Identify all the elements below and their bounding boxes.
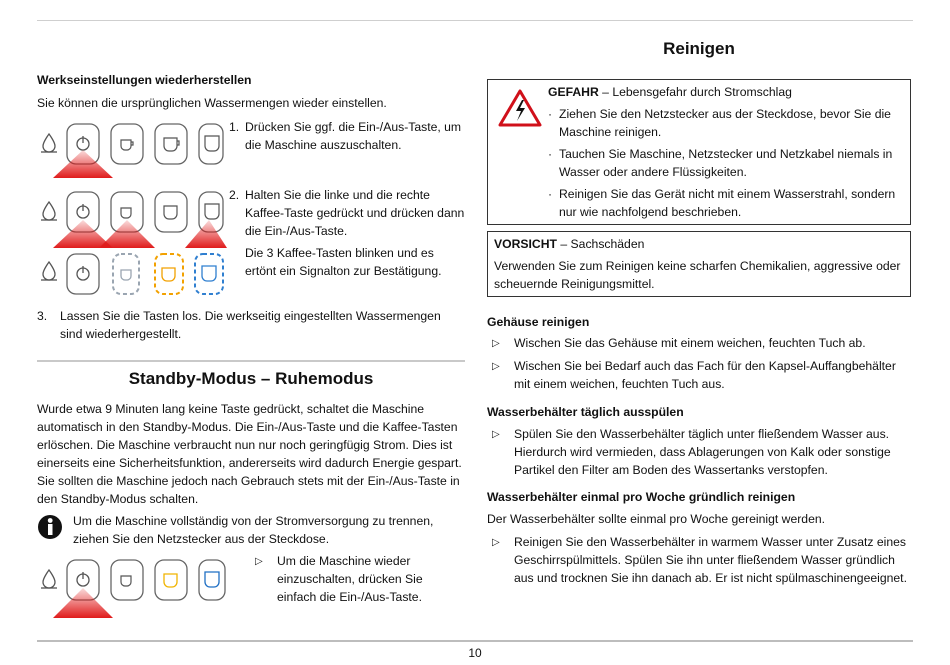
section-divider	[37, 360, 465, 362]
step-3: 3. Lassen Sie die Tasten los. Die werkseitig eingestellten Wassermengen sind wiederhergestellt.	[37, 309, 441, 341]
press-arrow-icon	[99, 220, 155, 248]
weekly-intro: Der Wasserbehälter sollte einmal pro Woche gereinigt werden.	[487, 512, 826, 526]
danger-item: · Ziehen Sie den Netzstecker aus der Steckdose, bevor Sie die Maschine reinigen.	[548, 107, 891, 139]
info-icon	[37, 514, 63, 540]
press-arrow-icon	[53, 588, 113, 618]
cup-small-icon	[121, 208, 131, 218]
cup-large-icon	[205, 136, 219, 151]
danger-box	[487, 79, 911, 225]
danger-title: GEFAHR – Lebensgefahr durch Stromschlag	[548, 85, 792, 99]
info-text: Um die Maschine vollständig von der Stromversorgung zu trennen, ziehen Sie den Netzstecker aus der Steckdose.	[73, 514, 434, 546]
step-2-note: Die 3 Kaffee-Tasten blinken und es ertönt ein Signalton zur Bestätigung.	[245, 246, 442, 278]
caution-box	[487, 231, 911, 297]
daily-heading: Wasserbehälter täglich ausspülen	[487, 405, 684, 419]
cup-medium-icon	[164, 574, 177, 587]
blink-blue	[195, 254, 223, 294]
housing-item: ▷ Wischen Sie bei Bedarf auch das Fach für den Kapsel-Auffangbehälter mit einem weichen, feuchten Tuch aus.	[492, 359, 896, 391]
cup-medium-icon	[162, 268, 175, 281]
caution-title: VORSICHT – Sachschäden	[494, 237, 645, 251]
cup-large-icon	[205, 572, 219, 587]
daily-item: ▷ Spülen Sie den Wasserbehälter täglich unter fließendem Wasser aus. Hierdurch wird vermieden, dass Ablagerungen von Kalk oder sonstige Partikel den Filter am Boden des Wassertanks verstopfen.	[492, 427, 891, 477]
electric-hazard-icon	[498, 88, 542, 128]
standby-heading: Standby-Modus – Ruhemodus	[128, 369, 374, 388]
button-panel-step2	[37, 186, 227, 248]
section-title: Reinigen	[663, 39, 735, 58]
triangle-bullet-icon: ▷	[255, 556, 263, 567]
button-panel-blinking	[37, 250, 227, 304]
cup-medium-icon	[164, 138, 179, 151]
danger-item: · Reinigen Sie das Gerät nicht mit einem Wasserstrahl, sondern nur wie nachfolgend beschrieben.	[548, 187, 896, 219]
cup-large-icon	[202, 266, 216, 281]
triangle-bullet-icon: ▷	[492, 361, 500, 372]
press-arrow-icon	[185, 220, 227, 248]
water-drop-icon	[41, 202, 57, 220]
button-panel-step1	[37, 118, 227, 178]
cup-large-icon	[205, 204, 219, 219]
standby-text: Wurde etwa 9 Minuten lang keine Taste gedrückt, schaltet die Maschine automatisch in den Standby-Modus. Die Ein-/Aus-Taste und die Kaffee-Tasten erlöschen. Die Maschine verbraucht nun nur noch geringfügig Strom. Dies ist einerseits eine Sicherheitsfunktion, andererseits wird dadurch Energie gespart. Sie sollten die Maschine jedoch nach Gebrauch stets mit der Ein-/Aus-Taste in den Standby-Modus schalten.	[37, 402, 462, 506]
step-2: 2. Halten Sie die linke und die rechte Kaffee-Taste gedrückt und drücken dann die Ein-/Aus-Taste.	[229, 188, 465, 238]
bottom-rule	[37, 640, 913, 642]
page-number: 10	[468, 646, 482, 660]
blink-orange	[155, 254, 183, 294]
step-1: 1. Drücken Sie ggf. die Ein-/Aus-Taste, um die Maschine auszuschalten.	[229, 120, 462, 152]
power-icon	[77, 266, 89, 280]
power-icon	[77, 136, 89, 150]
cup-small-icon	[121, 140, 133, 150]
housing-heading: Gehäuse reinigen	[487, 315, 590, 329]
wake-instruction: ▷ Um die Maschine wieder einzuschalten, drücken Sie einfach die Ein-/Aus-Taste.	[255, 554, 423, 604]
factory-reset-heading: Werkseinstellungen wiederherstellen	[37, 73, 252, 87]
cup-small-icon	[121, 576, 131, 586]
button-panel-wake	[37, 556, 227, 618]
weekly-item: ▷ Reinigen Sie den Wasserbehälter in warmem Wasser unter Zusatz eines Geschirrspülmittels. Spülen Sie ihn unter fließendem Wasser gründlich aus und trocknen Sie ihn danach ab. Er ist nicht spülmaschinengeeignet.	[492, 535, 907, 585]
caution-text: Verwenden Sie zum Reinigen keine scharfen Chemikalien, aggressive oder scheuernde Reinigungsmittel.	[494, 259, 901, 291]
danger-item: · Tauchen Sie Maschine, Netzstecker und Netzkabel niemals in Wasser oder andere Flüssigkeiten.	[548, 147, 893, 179]
press-arrow-icon	[53, 150, 113, 178]
cup-medium-icon	[164, 206, 177, 219]
top-rule	[37, 20, 913, 21]
water-drop-icon	[41, 262, 57, 280]
power-icon	[77, 572, 89, 586]
housing-item: ▷ Wischen Sie das Gehäuse mit einem weichen, feuchten Tuch ab.	[492, 334, 910, 353]
triangle-bullet-icon: ▷	[492, 537, 500, 548]
cup-small-icon	[121, 270, 131, 280]
weekly-heading: Wasserbehälter einmal pro Woche gründlich reinigen	[487, 490, 796, 504]
triangle-bullet-icon: ▷	[492, 429, 500, 440]
factory-reset-intro: Sie können die ursprünglichen Wassermengen wieder einstellen.	[37, 96, 387, 110]
blink-gray	[113, 254, 139, 294]
power-icon	[77, 204, 89, 218]
triangle-bullet-icon: ▷	[492, 338, 500, 349]
water-drop-icon	[41, 134, 57, 152]
water-drop-icon	[41, 570, 57, 588]
